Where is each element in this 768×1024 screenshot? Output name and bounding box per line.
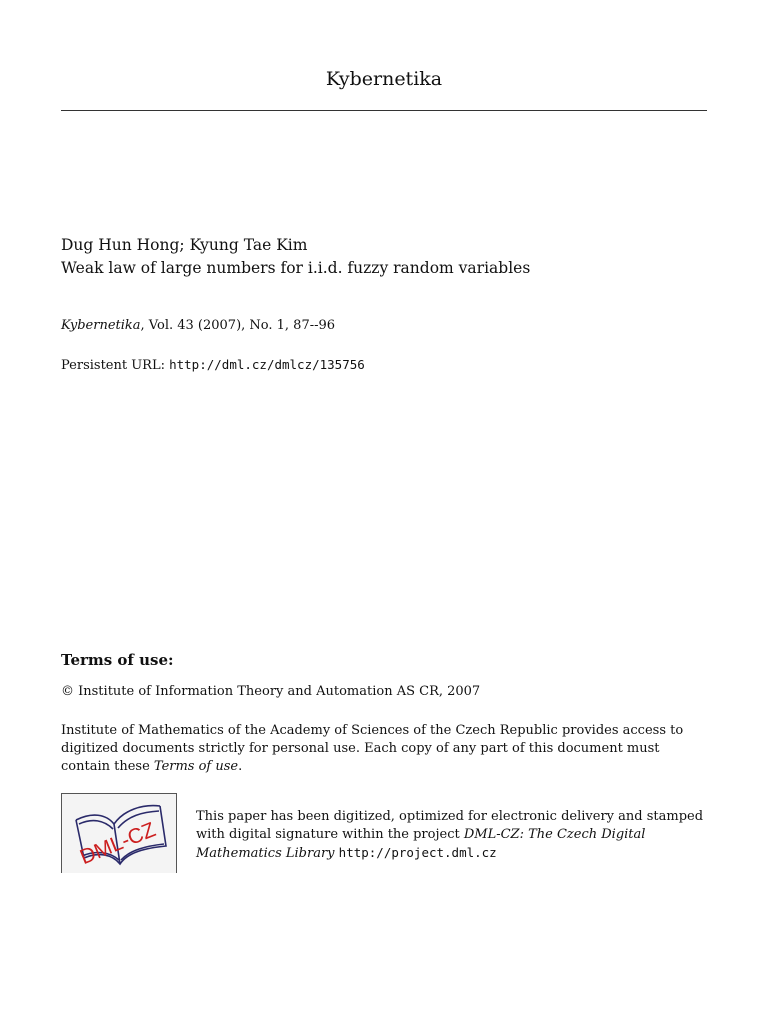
copyright-notice: © Institute of Information Theory and Automation AS CR, 2007 xyxy=(61,684,481,699)
article-title: Weak law of large numbers for i.i.d. fuzzy random variables xyxy=(61,259,531,277)
citation-details: , Vol. 43 (2007), No. 1, 87--96 xyxy=(140,318,336,333)
dml-cz-logo xyxy=(61,793,177,873)
digitization-statement xyxy=(196,808,706,863)
terms-heading: Terms of use: xyxy=(61,651,174,669)
access-statement-body: Institute of Mathematics of the Academy of Sciences of the Czech Republic provides access to digitized documents strictly for personal use. Each copy of any part of this document must contain these xyxy=(61,723,684,774)
project-url-link[interactable]: http://project.dml.cz xyxy=(338,845,497,860)
article-authors: Dug Hun Hong; Kyung Tae Kim xyxy=(61,236,308,254)
dml-cz-logo-icon xyxy=(62,794,176,873)
access-terms-italic: Terms of use xyxy=(153,759,239,774)
citation-journal: Kybernetika xyxy=(61,318,141,333)
access-statement-end: . xyxy=(238,759,243,774)
citation xyxy=(61,318,335,333)
dml-cz-logo-text: DML-CZ xyxy=(76,818,159,870)
persistent-url xyxy=(61,357,365,373)
persistent-url-label: Persistent URL: xyxy=(61,358,170,373)
persistent-url-link[interactable]: http://dml.cz/dmlcz/135756 xyxy=(169,357,365,372)
digitization-body: This paper has been digitized, optimized for electronic delivery and stamped with digital signature within the project xyxy=(196,809,704,842)
header-divider xyxy=(61,110,707,111)
access-statement xyxy=(61,722,711,776)
project-name: DML-CZ: The Czech Digital Mathematics Library xyxy=(196,827,646,861)
journal-title: Kybernetika xyxy=(325,68,443,90)
